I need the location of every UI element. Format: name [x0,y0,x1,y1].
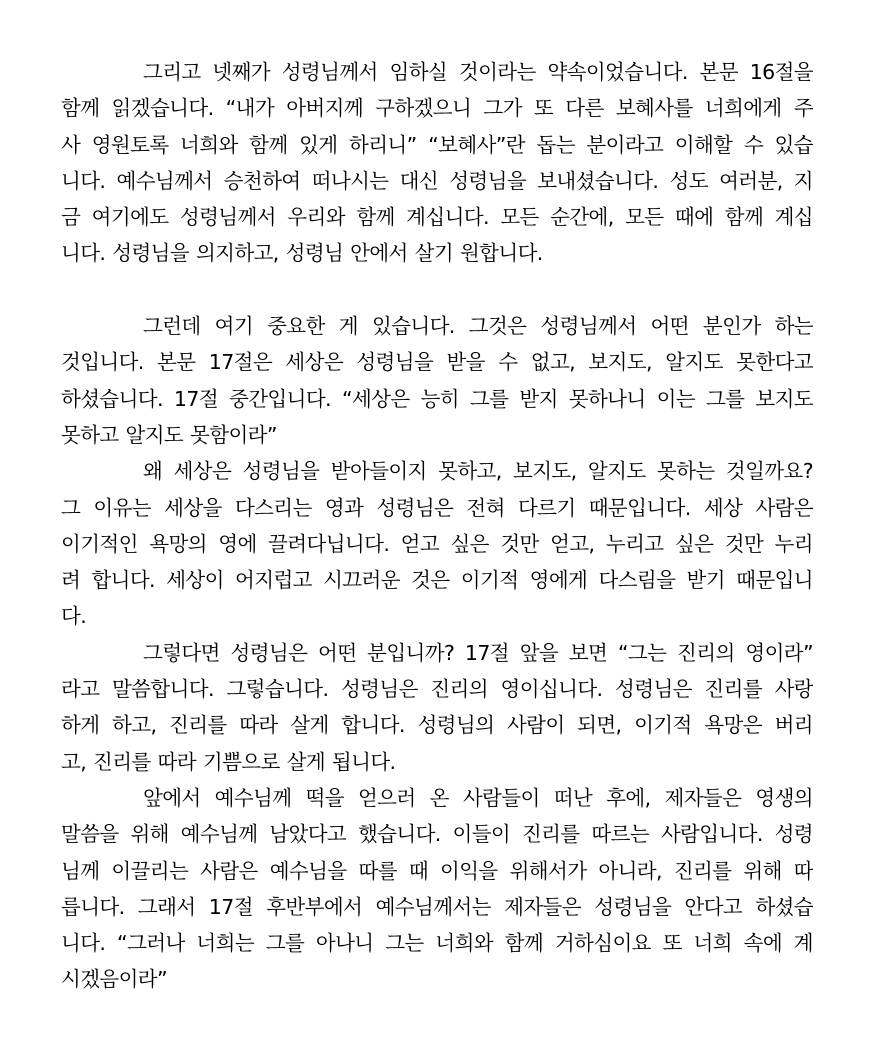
text-line: 말씀을 위해 예수님께 남았다고 했습니다. 이들이 진리를 따르는 사람입니다. 성령 [61,822,813,847]
text-line: 다. [61,604,87,629]
text-line: 그런데 여기 중요한 게 있습니다. 그것은 성령님께서 어떤 분인가 하는 [143,314,813,339]
text-line: 이기적인 욕망의 영에 끌려다닙니다. 얻고 싶은 것만 얻고, 누리고 싶은 것만 누리 [61,531,813,556]
text-line: 사 영원토록 너희와 함께 있게 하리니” “보혜사”란 돕는 분이라고 이해할 수 있습 [61,132,813,157]
text-line: 하셨습니다. 17절 중간입니다. “세상은 능히 그를 받지 못하나니 이는 그를 보지도 [61,386,813,411]
paragraph-2 [61,308,813,453]
text-line: 릅니다. 그래서 17절 후반부에서 예수님께서는 제자들은 성령님을 안다고 하셨습 [61,894,813,919]
text-line: 니다. 성령님을 의지하고, 성령님 안에서 살기 원합니다. [61,241,543,266]
document-body [61,54,813,998]
text-line: 그 이유는 세상을 다스리는 영과 성령님은 전혀 다르기 때문입니다. 세상 사람은 [61,495,813,520]
text-line: 못하고 알지도 못함이라” [61,422,277,447]
text-line: 앞에서 예수님께 떡을 얻으러 온 사람들이 떠난 후에, 제자들은 영생의 [143,785,813,810]
paragraph-1 [61,54,813,272]
text-line: 그리고 넷째가 성령님께서 임하실 것이라는 약속이었습니다. 본문 16절을 [143,60,813,84]
text-line: 왜 세상은 성령님을 받아들이지 못하고, 보지도, 알지도 못하는 것일까요? [143,459,813,484]
text-line: 님께 이끌리는 사람은 예수님을 따를 때 이익을 위해서가 아니라, 진리를 위해 따 [61,858,813,883]
text-line: 시겠음이라” [61,967,168,992]
text-line: 라고 말씀합니다. 그렇습니다. 성령님은 진리의 영이십니다. 성령님은 진리를 사랑 [61,677,813,702]
paragraph-5 [61,780,813,998]
paragraph-4 [61,635,813,780]
text-line: 니다. 예수님께서 승천하여 떠나시는 대신 성령님을 보내셨습니다. 성도 여러분, 지 [61,168,813,193]
text-line: 니다. “그러나 너희는 그를 아나니 그는 너희와 함께 거하심이요 또 너희 속에 계 [61,931,813,956]
text-line: 그렇다면 성령님은 어떤 분입니까? 17절 앞을 보면 “그는 진리의 영이라” [143,640,813,665]
paragraph-gap [61,272,813,308]
text-line: 고, 진리를 따라 기쁨으로 살게 됩니다. [61,749,396,774]
text-line: 금 여기에도 성령님께서 우리와 함께 계십니다. 모든 순간에, 모든 때에 함께 계십 [61,205,813,230]
text-line: 함께 읽겠습니다. “내가 아버지께 구하겠으니 그가 또 다른 보혜사를 너희에게 주 [61,96,813,121]
text-line: 것입니다. 본문 17절은 세상은 성령님을 받을 수 없고, 보지도, 알지도 못한다고 [61,350,813,375]
text-line: 려 합니다. 세상이 어지럽고 시끄러운 것은 이기적 영에게 다스림을 받기 때문입니 [61,568,813,593]
text-line: 하게 하고, 진리를 따라 살게 합니다. 성령님의 사람이 되면, 이기적 욕망은 버리 [61,713,813,738]
paragraph-3 [61,453,813,634]
